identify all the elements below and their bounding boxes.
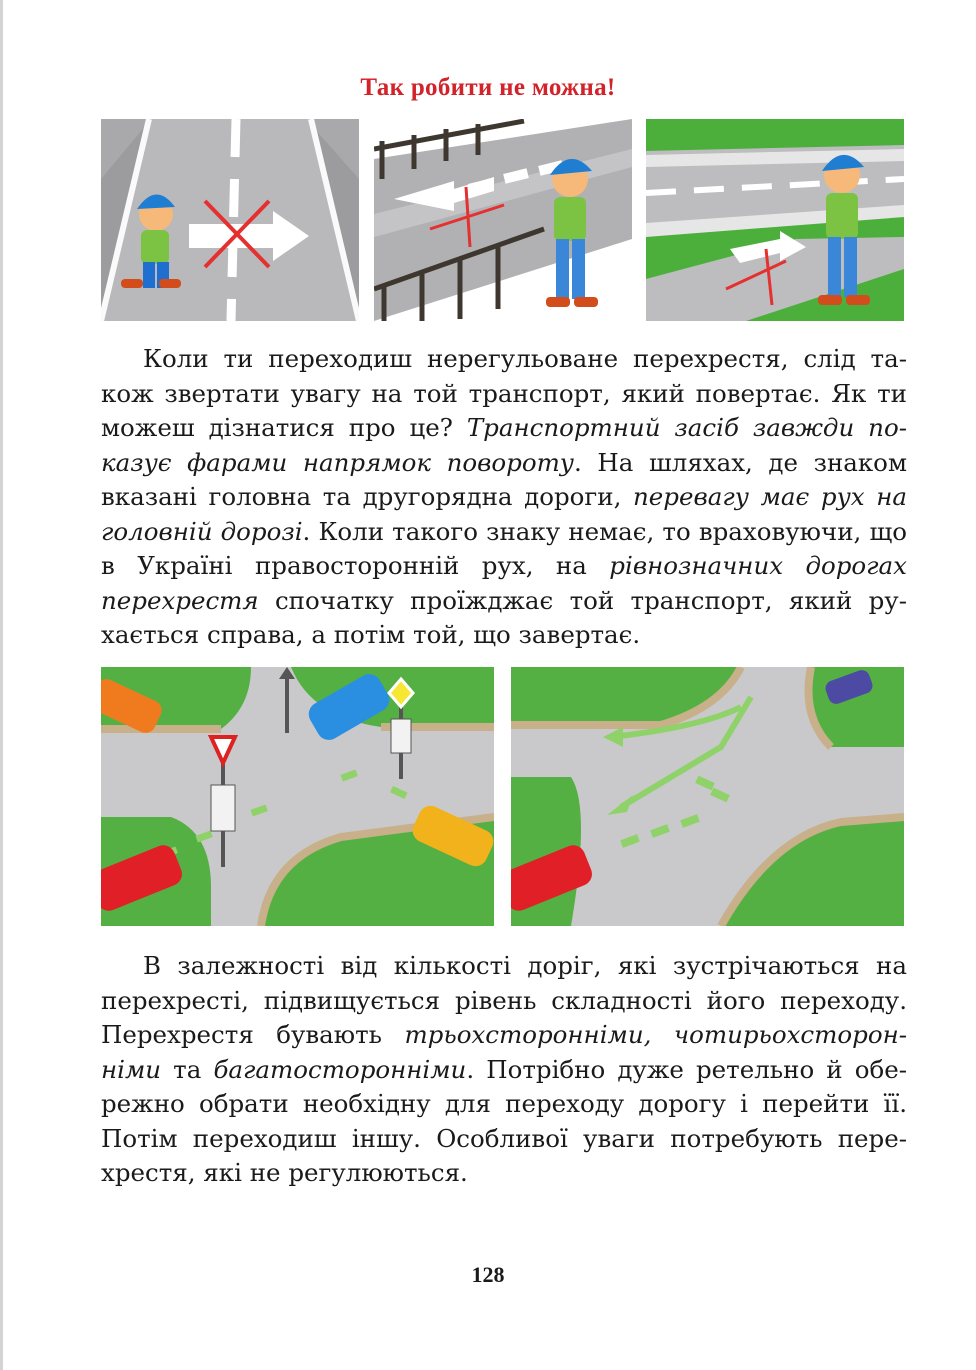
p2-text-2: перехресті, підвищується рівень складності його переходу. [101, 985, 907, 1015]
page-number: 128 [471, 1262, 505, 1287]
p1-text-8: спочатку проїжджає той транспорт, який ру- [258, 585, 907, 615]
illustration-boy-grass-crossing [646, 119, 904, 321]
p1-text-5: вказані головна та другорядна дороги, [101, 482, 634, 511]
p1-italic-3: перевагу має рух на [633, 482, 907, 511]
p1-italic-1: Транспортний засіб завжди по- [466, 413, 907, 442]
p2-text-7: Потім переходиш іншу. Особливої уваги потребують пере- [101, 1123, 907, 1153]
p2-italic-3: багатосторонніми [213, 1054, 467, 1084]
p1-text-9: хається справа, а потім той, що завертає. [101, 620, 641, 649]
p2-italic-2: німи [101, 1054, 162, 1084]
p2-text-4: та [161, 1054, 214, 1084]
paragraph-intersection-types [101, 949, 907, 1191]
p1-text-7: що в Україні правосторонній рух, на [101, 516, 907, 580]
paragraph-turning-vehicles [101, 342, 907, 653]
p1-italic-4: головній дорозі [101, 516, 303, 546]
warning-heading: Так робити не можна! [360, 74, 616, 101]
p2-text-6: режно обрати необхідну для переходу дорогу і перейти її. [101, 1089, 907, 1118]
p1-text-4: . На шляхах, де знаком [574, 447, 907, 477]
p2-italic-1: трьохсторонніми, чотирьохсторон- [404, 1020, 907, 1049]
p2-text-3: Перехрестя бувають [101, 1020, 405, 1049]
page-border [0, 0, 3, 1370]
p1-text-6: . Коли такого знаку немає, то враховуючи, [302, 516, 862, 546]
p1-text-3: можеш дізнатися про це? [101, 413, 467, 442]
illustration-intersection-route [511, 667, 904, 926]
p1-italic-2: казує фарами напрямок повороту [101, 447, 575, 477]
p2-text-1: В залежності від кількості доріг, які зустрічаються на [143, 951, 907, 980]
p2-text-8: хрестя, які не регулюються. [101, 1158, 468, 1187]
illustration-boy-diagonal-crossing [101, 119, 359, 321]
p1-text-1: Коли ти переходиш нерегульоване перехрестя, слід та- [143, 344, 907, 373]
illustration-intersection-signs [101, 667, 494, 926]
p2-text-5: . Потрібно дуже ретельно й обе- [466, 1054, 907, 1084]
p1-italic-6: перехрестя [101, 585, 259, 615]
p1-italic-5: рівнозначних дорогах [609, 551, 907, 580]
p1-text-2: кож звертати увагу на той транспорт, який повертає. Як ти [101, 378, 907, 408]
illustration-boy-fence-crossing [374, 119, 632, 321]
